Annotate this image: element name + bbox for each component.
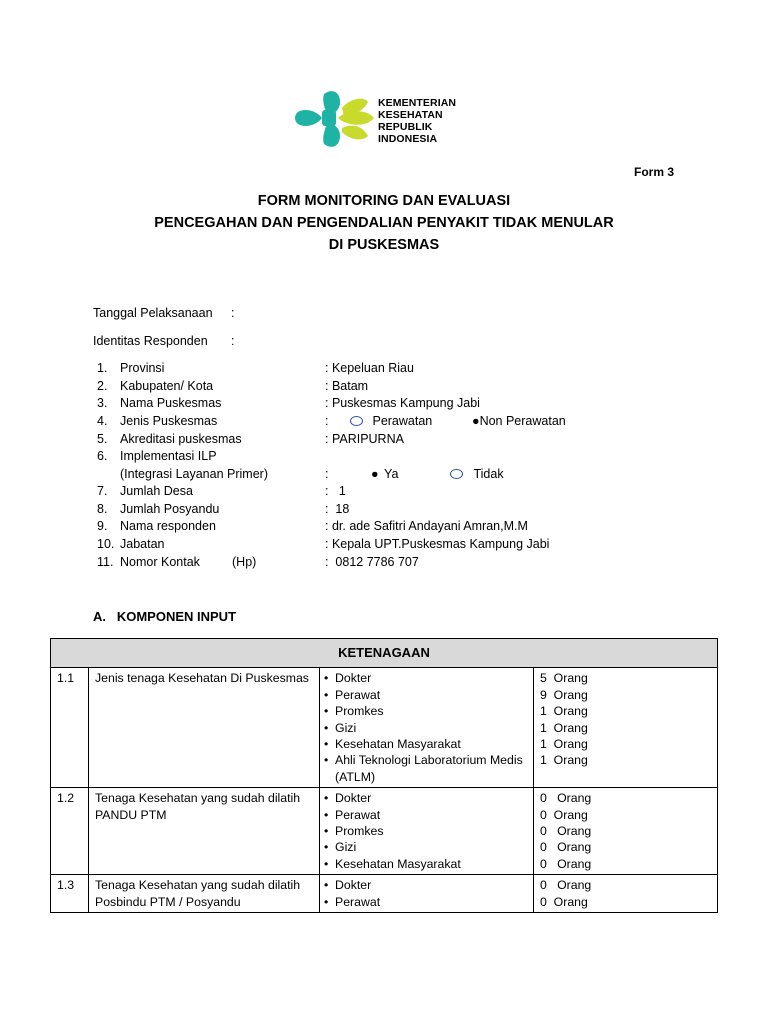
item-label: Jenis Puskesmas: [120, 414, 218, 428]
count-value: 0 Orang: [540, 791, 592, 806]
item-value: : dr. ade Safitri Andayani Amran,M.M: [325, 519, 528, 533]
count-value: 9 Orang: [540, 687, 588, 702]
item-label: Jabatan: [120, 537, 165, 551]
count-value: 1 Orang: [540, 720, 588, 735]
list-item: • Dokter: [323, 670, 527, 686]
item-number: 9.: [97, 519, 108, 533]
list-item: • Gizi: [323, 720, 527, 736]
count-value: 0 Orang: [540, 856, 592, 871]
option-label: Non Perawatan: [479, 414, 566, 428]
row-number: 1.3: [51, 875, 89, 913]
count-value: 0 Orang: [540, 894, 588, 909]
title-line-3: DI PUSKESMAS: [328, 237, 440, 253]
section-heading: A. KOMPONEN INPUT: [93, 609, 237, 624]
row-counts: [534, 668, 718, 788]
row-items: [320, 788, 534, 875]
count-value: 0 Orang: [540, 878, 592, 893]
count-value: 1 Orang: [540, 753, 588, 768]
item-value: : PARIPURNA: [325, 432, 404, 446]
item-value: : Kepeluan Riau: [325, 361, 414, 375]
logo-text: KEMENTERIAN KESEHATAN REPUBLIK INDONESIA: [378, 97, 457, 145]
list-item: • Dokter: [323, 877, 527, 893]
radio-selected-icon: ●: [371, 467, 379, 481]
list-item: • Gizi: [323, 839, 527, 855]
row-description: Jenis tenaga Kesehatan Di Puskesmas: [89, 668, 320, 788]
table-header: KETENAGAAN: [51, 639, 718, 668]
item-number: 11.: [97, 555, 114, 569]
count-value: 1 Orang: [540, 704, 588, 719]
item-number: 4.: [97, 414, 108, 428]
item-label: Nama Puskesmas: [120, 396, 222, 410]
option-label: Ya: [384, 467, 399, 481]
ketenagaan-table: [50, 638, 718, 913]
list-item: • Promkes: [323, 823, 527, 839]
row-items: [320, 668, 534, 788]
row-description: Tenaga Kesehatan yang sudah dilatih Posbindu PTM / Posyandu: [89, 875, 320, 913]
count-value: 0 Orang: [540, 807, 588, 822]
radio-unselected-icon: [450, 469, 463, 479]
row-number: 1.2: [51, 788, 89, 875]
option-perawatan[interactable]: [350, 413, 432, 429]
option-label: Tidak: [473, 467, 504, 481]
list-item: • Promkes: [323, 703, 527, 719]
form-number: Form 3: [634, 165, 675, 179]
option-label: Perawatan: [372, 414, 433, 428]
table-row: [51, 875, 718, 913]
item-number: 5.: [97, 432, 108, 446]
item-label: Kabupaten/ Kota: [120, 379, 214, 393]
row-description: Tenaga Kesehatan yang sudah dilatih PANDU PTM: [89, 788, 320, 875]
list-item: • Perawat: [323, 894, 527, 910]
item-number: 3.: [97, 396, 108, 410]
list-item: • Kesehatan Masyarakat: [323, 736, 527, 752]
count-value: 5 Orang: [540, 671, 588, 686]
tanggal-label: Tanggal Pelaksanaan: [93, 306, 213, 320]
item-value: :: [325, 414, 329, 428]
tanggal-colon: :: [231, 306, 235, 320]
list-item: • Perawat: [323, 687, 527, 703]
title-line-2: PENCEGAHAN DAN PENGENDALIAN PENYAKIT TIDAK MENULAR: [154, 215, 614, 231]
list-item: • Kesehatan Masyarakat: [323, 856, 527, 872]
item-value: : Batam: [325, 379, 369, 393]
list-item: • Ahli Teknologi Laboratorium Medis (ATLM): [323, 752, 527, 785]
row-number: 1.1: [51, 668, 89, 788]
item-value: : Puskesmas Kampung Jabi: [325, 396, 480, 410]
item-number: 8.: [97, 502, 108, 516]
identitas-colon: :: [231, 334, 235, 348]
option-tidak[interactable]: [450, 466, 504, 482]
item-label: Nomor Kontak: [120, 555, 200, 569]
list-item: • Perawat: [323, 807, 527, 823]
list-item: • Dokter: [323, 790, 527, 806]
option-ya[interactable]: [371, 466, 398, 482]
item-label: Jumlah Posyandu: [120, 502, 220, 516]
item-value: :: [325, 467, 329, 481]
item-value: : 1: [325, 484, 346, 498]
row-items: [320, 875, 534, 913]
item-number: 2.: [97, 379, 108, 393]
radio-selected-icon: ●: [472, 414, 480, 428]
table-row: [51, 668, 718, 788]
item-number: 6.: [97, 449, 108, 463]
item-label: Jumlah Desa: [120, 484, 193, 498]
row-counts: [534, 875, 718, 913]
item-value: : 0812 7786 707: [325, 555, 419, 569]
item-number: 7.: [97, 484, 108, 498]
count-value: 0 Orang: [540, 824, 592, 839]
item-number: 1.: [97, 361, 108, 375]
count-value: 0 Orang: [540, 840, 592, 855]
item-number: 10.: [97, 537, 115, 551]
item-label-hp: (Hp): [232, 555, 257, 569]
row-counts: [534, 788, 718, 875]
item-label: Nama responden: [120, 519, 216, 533]
count-value: 1 Orang: [540, 737, 588, 752]
radio-unselected-icon: [350, 416, 363, 426]
identitas-label: Identitas Responden: [93, 334, 208, 348]
item-label-sub: (Integrasi Layanan Primer): [120, 467, 268, 481]
item-value: : Kepala UPT.Puskesmas Kampung Jabi: [325, 537, 550, 551]
item-label: Provinsi: [120, 361, 165, 375]
item-label: Implementasi ILP: [120, 449, 217, 463]
option-non-perawatan[interactable]: [472, 413, 566, 429]
item-value: : 18: [325, 502, 350, 516]
title-line-1: FORM MONITORING DAN EVALUASI: [257, 193, 511, 209]
table-row: [51, 788, 718, 875]
item-label: Akreditasi puskesmas: [120, 432, 242, 446]
